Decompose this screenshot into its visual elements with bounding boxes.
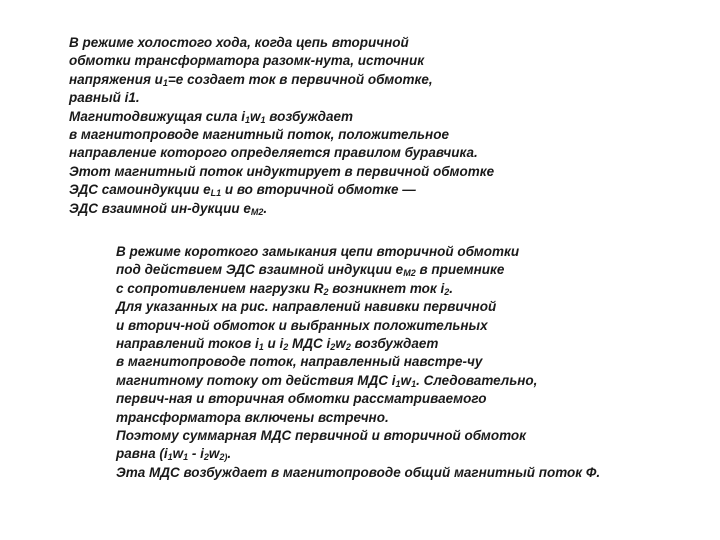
text-line: обмотки трансформатора разомк-нута, источник xyxy=(69,53,425,69)
paragraph-idle-mode xyxy=(69,34,494,218)
text-line: В режиме короткого замыкания цепи вторичной обмотки xyxy=(116,244,520,259)
text-line: напряжения $u_1=e$ создает ток в первичной обмотке, xyxy=(69,71,433,88)
text-line: ЭДС взаимной ин-дукции $e_{M2}$. xyxy=(69,200,268,217)
subscript: 1 xyxy=(162,77,168,88)
subscript: 2) xyxy=(219,452,228,463)
text-line: трансформатора включены встречно. xyxy=(116,409,389,425)
text-line: Для указанных на рис. направлений навивки первичной xyxy=(116,299,497,315)
text-line: в магнитопроводе поток, направленный навстре-чу xyxy=(116,354,483,370)
subscript: 1 xyxy=(244,114,250,125)
text-line: первич-ная и вторичная обмотки рассматриваемого xyxy=(116,391,487,407)
subscript: 2 xyxy=(323,286,329,297)
text-line: равна ($i_1w_1 - i_2w_{2)}$. xyxy=(116,446,232,463)
text-line: направление которого определяется правилом буравчика. xyxy=(69,145,478,161)
subscript: 1 xyxy=(258,341,264,352)
subscript: 1 xyxy=(395,378,401,389)
text-line: под действием ЭДС взаимной индукции $e_{M2}$ в приемнике xyxy=(116,262,505,279)
text-line: направлений токов $i_1$ и $i_2$ МДС $i_2w_2$ возбуждает xyxy=(116,335,439,352)
text-line: магнитному потоку от действия МДС $i_1w_1$. Следовательно, xyxy=(116,372,538,389)
subscript: M2 xyxy=(403,268,416,279)
text-line: и вторич-ной обмоток и выбранных положительных xyxy=(116,317,488,333)
paragraph-short-circuit-mode xyxy=(116,243,600,482)
text-line: Магнитодвижущая сила $i_1w_1$ возбуждает xyxy=(69,108,354,125)
text-line: В режиме холостого хода, когда цепь вторичной xyxy=(69,35,409,50)
subscript: 2 xyxy=(283,341,289,352)
text-line: равный i1. xyxy=(69,90,140,106)
subscript: 1 xyxy=(260,114,266,125)
subscript: 2 xyxy=(444,286,450,297)
text-line: в магнитопроводе магнитный поток, положительное xyxy=(69,126,449,142)
text-line: Поэтому суммарная МДС первичной и вторичной обмоток xyxy=(116,427,527,443)
text-line: с сопротивлением нагрузки $R_2$ возникнет ток $i_2$. xyxy=(116,280,454,297)
subscript: 2 xyxy=(345,341,351,352)
text-line: Этот магнитный поток индуктирует в первичной обмотке xyxy=(69,163,495,179)
subscript: M2 xyxy=(250,206,264,217)
subscript: 1 xyxy=(411,378,417,389)
subscript: L1 xyxy=(210,188,222,199)
text-line: ЭДС самоиндукции $e_{L1}$ и во вторичной обмотке — xyxy=(69,182,416,199)
subscript: 2 xyxy=(330,341,336,352)
subscript: 1 xyxy=(167,452,173,463)
text-line: Эта МДС возбуждает в магнитопроводе общий магнитный поток Ф. xyxy=(116,464,601,480)
subscript: 1 xyxy=(183,452,189,463)
subscript: 2 xyxy=(203,452,209,463)
